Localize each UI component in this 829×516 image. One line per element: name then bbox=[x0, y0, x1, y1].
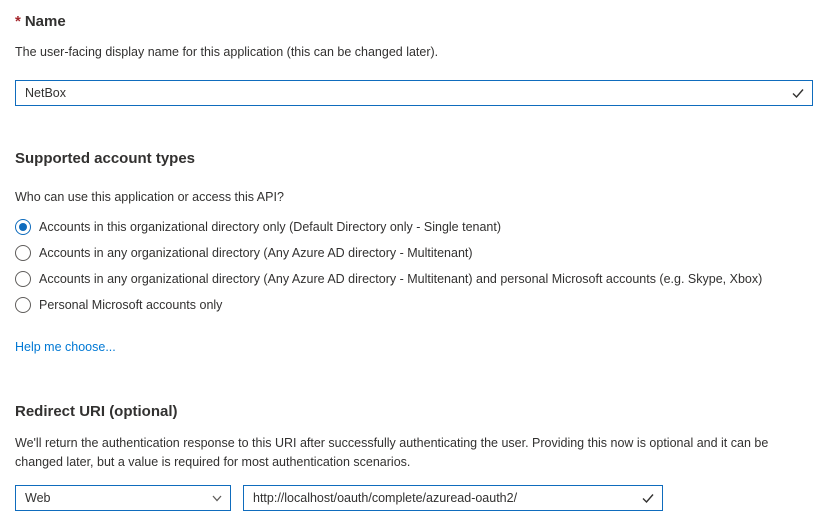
radio-option-personal-only[interactable] bbox=[15, 292, 813, 318]
platform-select[interactable] bbox=[15, 485, 231, 511]
redirect-uri-row bbox=[15, 485, 813, 511]
radio-option-label: Personal Microsoft accounts only bbox=[39, 298, 223, 312]
chevron-down-icon bbox=[211, 492, 223, 504]
name-section bbox=[15, 12, 813, 106]
name-description: The user-facing display name for this application (this can be changed later). bbox=[15, 45, 439, 59]
redirect-uri-field-container bbox=[243, 485, 663, 511]
platform-select-value: Web bbox=[25, 491, 51, 505]
radio-option-label: Accounts in this organizational directory only (Default Directory only - Single tenant) bbox=[39, 220, 502, 234]
account-types-heading: Supported account types bbox=[15, 150, 196, 167]
help-me-choose-link[interactable]: Help me choose... bbox=[15, 340, 116, 354]
radio-option-multitenant[interactable] bbox=[15, 240, 813, 266]
valid-checkmark-icon bbox=[791, 86, 805, 100]
account-types-section bbox=[15, 149, 813, 356]
radio-option-label: Accounts in any organizational directory (Any Azure AD directory - Multitenant) and personal Microsoft accounts (e.g. Skype, Xbox) bbox=[39, 272, 763, 286]
radio-option-single-tenant[interactable] bbox=[15, 214, 813, 240]
radio-button-icon[interactable] bbox=[15, 297, 31, 313]
redirect-uri-section bbox=[15, 402, 813, 511]
redirect-uri-description: We'll return the authentication response to this URI after successfully authenticating the user. Providing this now is optional and it can be changed later, but a value is required for most authentication scenarios. bbox=[15, 436, 769, 469]
redirect-uri-input[interactable] bbox=[244, 486, 662, 510]
name-field-container bbox=[15, 80, 813, 106]
account-types-radio-group bbox=[15, 214, 813, 318]
radio-option-label: Accounts in any organizational directory (Any Azure AD directory - Multitenant) bbox=[39, 246, 473, 260]
redirect-uri-heading: Redirect URI (optional) bbox=[15, 403, 178, 420]
radio-button-icon[interactable] bbox=[15, 219, 31, 235]
account-types-question: Who can use this application or access this API? bbox=[15, 190, 284, 204]
required-asterisk: * bbox=[15, 13, 21, 30]
name-label: Name bbox=[24, 13, 66, 30]
name-input[interactable] bbox=[16, 81, 812, 105]
radio-option-multitenant-personal[interactable] bbox=[15, 266, 813, 292]
radio-button-icon[interactable] bbox=[15, 245, 31, 261]
valid-checkmark-icon bbox=[641, 491, 655, 505]
name-heading bbox=[15, 12, 813, 32]
radio-button-icon[interactable] bbox=[15, 271, 31, 287]
